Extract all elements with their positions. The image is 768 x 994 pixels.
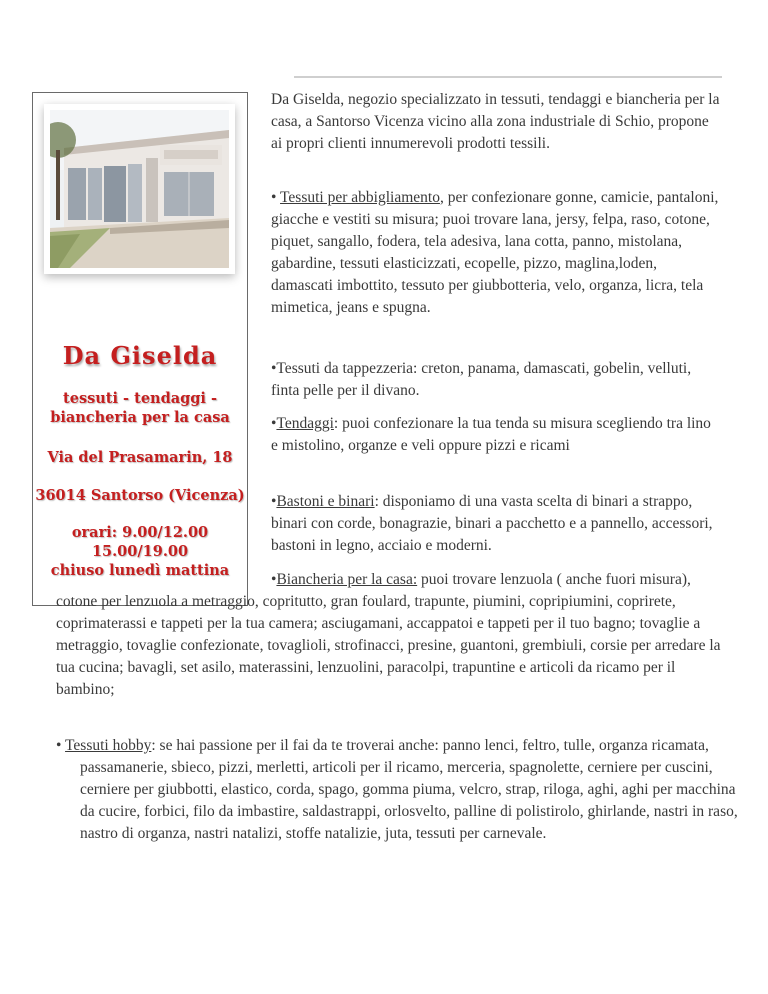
- tagline-line-1: tessuti - tendaggi -: [63, 390, 217, 407]
- bastoni-text: : disponiamo di una vasta scelta di binari a strappo, binari con corde, bonagrazie, binari a pacchetto e a pannello, accessori, bastoni in legno, acciaio e moderni.: [271, 493, 713, 554]
- section-hobby: [56, 735, 748, 845]
- hobby-text: : se hai passione per il fai da te troverai anche: panno lenci, feltro, tulle, organza ricamata, passamanerie, sbieco, pizzi, merletti, articoli per il ricamo, merceria, spagnolette, cerniere per cuscini, cerniere per giubbotti, elastico, corda, spago, gomma piuma, velcro, strap, riloga, aghi, aghi per macchina da cucire, forbici, filo da imbastire, saldastrappi, orlosvelto, palline di polistirolo, ghirlande, nastri in raso, nastro di organza, nastri natalizi, stoffe natalizie, juta, tessuti per carnevale.: [80, 737, 738, 842]
- section-tappezzeria: •Tessuti da tappezzeria: creton, panama, damascati, gobelin, velluti, finta pelle per il divano.: [271, 360, 692, 399]
- hours-line-3: chiuso lunedì mattina: [50, 562, 230, 579]
- bullet: •: [271, 571, 277, 588]
- bullet: •: [271, 189, 277, 206]
- hobby-link[interactable]: Tessuti hobby: [65, 737, 152, 754]
- tagline: [33, 389, 247, 427]
- shop-info-box: [32, 92, 248, 606]
- tendaggi-text: : puoi confezionare la tua tenda su misura scegliendo tra lino e mistolino, organze e veli oppure pizzi e ricami: [271, 415, 711, 454]
- brand-name: Da Giselda: [62, 341, 218, 370]
- top-divider: [294, 76, 722, 78]
- tagline-line-2: biancheria per la casa: [50, 409, 230, 426]
- storefront-illustration: [50, 110, 229, 268]
- bullet: •: [271, 493, 277, 510]
- section-tendaggi: [271, 413, 721, 457]
- hours-line-1: orari: 9.00/12.00: [71, 524, 209, 541]
- city-address: 36014 Santorso (Vicenza): [35, 487, 245, 504]
- section-biancheria: [56, 569, 724, 701]
- section-abbigliamento: [271, 187, 721, 319]
- bullet: •: [271, 415, 277, 432]
- bullet: •: [56, 737, 62, 754]
- section-bastoni: [271, 491, 721, 557]
- street-address: Via del Prasamarin, 18: [47, 449, 233, 466]
- abbigliamento-text: , per confezionare gonne, camicie, pantaloni, giacche e vestiti su misura; puoi trovare lana, jersy, felpa, raso, cotone, piquet, sangallo, fodera, tela adesiva, lana cotta, panno, mistolana, gabardine, tessuti elasticizzati, ecopelle, pizzo, maglina,loden, damascati imbottito, tessuto per giubbotteria, velo, organza, licra, tela mimetica, jeans e spugna.: [271, 189, 719, 316]
- bastoni-link[interactable]: Bastoni e binari: [276, 493, 375, 510]
- biancheria-text: puoi trovare lenzuola ( anche fuori misura), cotone per lenzuola a metraggio, copritutto, gran foulard, trapunte, piumini, copripiumini, coprirete, coprimaterassi e tappeti per la tua camera; asciugamani, accappatoi e tappeti per il tuo bagno; tovaglie a metraggio, tovaglie confezionate, tovaglioli, strofinacci, presine, guantoni, grembiuli, corsie per arredare la tua cucina; bavagli, set asilo, materassini, lenzuolini, paracolpi, trapuntine e articoli da ricamo per il bambino;: [56, 571, 721, 698]
- hours-line-2: 15.00/19.00: [91, 543, 189, 560]
- biancheria-link[interactable]: Biancheria per la casa:: [276, 571, 418, 588]
- tendaggi-link[interactable]: Tendaggi: [276, 415, 334, 432]
- abbigliamento-link[interactable]: Tessuti per abbigliamento: [280, 189, 440, 206]
- storefront-photo: [44, 104, 235, 274]
- intro-paragraph: Da Giselda, negozio specializzato in tessuti, tendaggi e biancheria per la casa, a Santorso Vicenza vicino alla zona industriale di Schio, propone ai propri clienti innumerevoli prodotti tessili.: [271, 91, 720, 152]
